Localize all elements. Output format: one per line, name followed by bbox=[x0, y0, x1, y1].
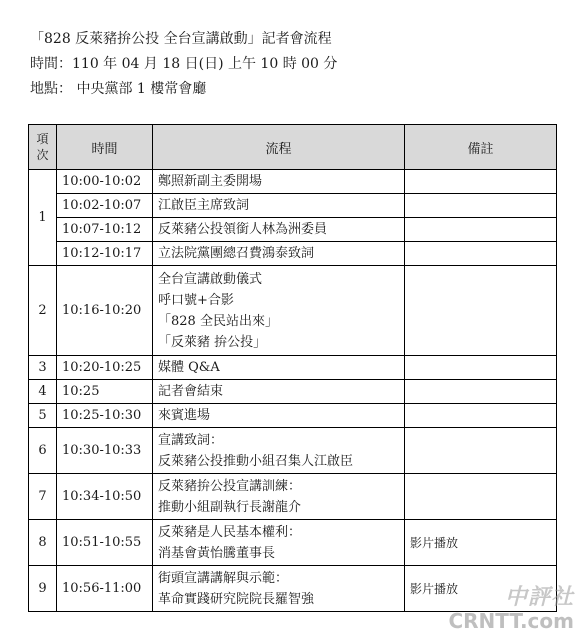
event-location: 地點： 中央黨部 1 樓常會廳 bbox=[30, 81, 207, 97]
flow-line: 街頭宣講講解與示範： bbox=[158, 570, 289, 586]
table-row bbox=[29, 404, 557, 428]
note-cell bbox=[405, 218, 557, 242]
flow-cell bbox=[153, 428, 405, 474]
flow-line: 鄭照新副主委開場 bbox=[158, 174, 263, 189]
item-number-cell: 9 bbox=[29, 566, 57, 612]
note-cell bbox=[405, 194, 557, 218]
header-item-number: 項 次 bbox=[29, 125, 57, 170]
schedule-table bbox=[28, 124, 557, 612]
flow-line: 反萊豬拚公投宣講訓練： bbox=[158, 478, 302, 494]
note-cell bbox=[405, 474, 557, 520]
flow-line: 推動小組副執行長謝龍介 bbox=[158, 499, 302, 515]
note-cell bbox=[405, 356, 557, 380]
item-number-cell: 8 bbox=[29, 520, 57, 566]
note-cell: 影片播放 bbox=[405, 566, 557, 612]
flow-line: 宣講致詞： bbox=[158, 432, 224, 448]
document-title: 「828 反萊豬拚公投 全台宣講啟動」記者會流程 bbox=[30, 31, 332, 47]
time-cell: 10:16-10:20 bbox=[57, 266, 153, 356]
table-row bbox=[29, 428, 557, 474]
watermark-logo: 中評社 bbox=[504, 585, 574, 610]
flow-line: 「反萊豬 拚公投」 bbox=[158, 334, 267, 350]
time-cell: 10:25 bbox=[57, 380, 153, 404]
flow-line: 反萊豬公投推動小組召集人江啟臣 bbox=[158, 453, 354, 469]
flow-cell bbox=[153, 474, 405, 520]
item-number-cell: 5 bbox=[29, 404, 57, 428]
note-cell bbox=[405, 380, 557, 404]
schedule-body bbox=[29, 170, 557, 612]
header-time: 時間 bbox=[57, 125, 153, 170]
watermark-url: CRNTT.com bbox=[448, 609, 574, 633]
flow-line: 「828 全民站出來」 bbox=[158, 313, 278, 329]
header-note: 備註 bbox=[405, 125, 557, 170]
header-flow: 流程 bbox=[153, 125, 405, 170]
table-row bbox=[29, 356, 557, 380]
item-number-cell: 7 bbox=[29, 474, 57, 520]
table-row bbox=[29, 474, 557, 520]
flow-cell bbox=[153, 520, 405, 566]
item-number-cell: 3 bbox=[29, 356, 57, 380]
event-datetime: 時間：110 年 04 月 18 日(日) 上午 10 時 00 分 bbox=[30, 56, 338, 72]
time-cell: 10:00-10:02 bbox=[57, 170, 153, 194]
document-header bbox=[30, 28, 560, 103]
time-cell: 10:25-10:30 bbox=[57, 404, 153, 428]
table-header-row bbox=[29, 125, 557, 170]
table-row bbox=[29, 170, 557, 194]
flow-cell bbox=[153, 380, 405, 404]
item-number-cell: 4 bbox=[29, 380, 57, 404]
flow-line: 反萊豬是人民基本權利： bbox=[158, 524, 302, 540]
table-row bbox=[29, 218, 557, 242]
note-cell bbox=[405, 242, 557, 266]
note-cell: 影片播放 bbox=[405, 520, 557, 566]
flow-line: 江啟臣主席致詞 bbox=[158, 198, 250, 213]
flow-line: 立法院黨團總召費鴻泰致詞 bbox=[158, 246, 315, 261]
table-row bbox=[29, 566, 557, 612]
table-row bbox=[29, 520, 557, 566]
flow-cell bbox=[153, 404, 405, 428]
item-number-cell: 6 bbox=[29, 428, 57, 474]
flow-cell bbox=[153, 356, 405, 380]
time-cell: 10:34-10:50 bbox=[57, 474, 153, 520]
flow-line: 全台宣講啟動儀式 bbox=[158, 271, 263, 287]
flow-line: 反萊豬公投領銜人林為洲委員 bbox=[158, 222, 328, 237]
flow-cell bbox=[153, 194, 405, 218]
flow-line: 革命實踐研究院院長羅智強 bbox=[158, 591, 315, 607]
table-row bbox=[29, 380, 557, 404]
note-cell bbox=[405, 266, 557, 356]
time-cell: 10:02-10:07 bbox=[57, 194, 153, 218]
flow-line: 記者會結束 bbox=[158, 384, 224, 399]
note-cell bbox=[405, 404, 557, 428]
flow-cell bbox=[153, 242, 405, 266]
flow-cell bbox=[153, 566, 405, 612]
flow-line: 媒體 Q&A bbox=[158, 360, 220, 375]
table-row bbox=[29, 266, 557, 356]
flow-cell bbox=[153, 218, 405, 242]
flow-line: 來賓進場 bbox=[158, 408, 211, 423]
item-number-cell: 1 bbox=[29, 170, 57, 266]
time-cell: 10:56-11:00 bbox=[57, 566, 153, 612]
note-cell bbox=[405, 428, 557, 474]
time-cell: 10:12-10:17 bbox=[57, 242, 153, 266]
time-cell: 10:07-10:12 bbox=[57, 218, 153, 242]
table-row bbox=[29, 194, 557, 218]
table-row bbox=[29, 242, 557, 266]
item-number-cell: 2 bbox=[29, 266, 57, 356]
time-cell: 10:30-10:33 bbox=[57, 428, 153, 474]
note-cell bbox=[405, 170, 557, 194]
time-cell: 10:20-10:25 bbox=[57, 356, 153, 380]
flow-cell bbox=[153, 170, 405, 194]
flow-cell bbox=[153, 266, 405, 356]
time-cell: 10:51-10:55 bbox=[57, 520, 153, 566]
flow-line: 消基會黃怡騰董事長 bbox=[158, 545, 276, 561]
flow-line: 呼口號+合影 bbox=[158, 292, 234, 308]
